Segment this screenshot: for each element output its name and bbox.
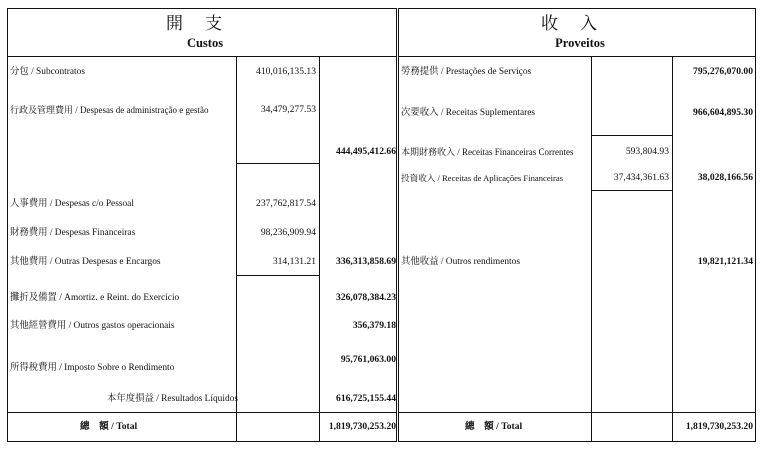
cost-label-personnel: 人事費用 / Despesas c/o Pessoal bbox=[10, 199, 134, 209]
cost-label-net-result: 本年度損益 / Resultados Líquidos bbox=[107, 394, 238, 404]
cost-label-subcontracts: 分包 / Subcontratos bbox=[10, 67, 85, 77]
cost-total-label: 總 額 / Total bbox=[80, 421, 138, 432]
proceed-subtotal-investments: 38,028,166.56 bbox=[697, 172, 753, 183]
costs-header-pt: Custos bbox=[186, 36, 224, 50]
cost-subtotal-amortization: 326,078,384.23 bbox=[336, 292, 396, 303]
costs-col-line-2 bbox=[319, 56, 320, 442]
costs-header-cn: 開支 bbox=[166, 14, 244, 33]
proceed-label-supplementary: 次要收入 / Receitas Suplementares bbox=[401, 108, 536, 118]
cost-total-value: 1,819,730,253.20 bbox=[328, 421, 396, 432]
cost-amount-financial: 98,236,909.94 bbox=[260, 227, 316, 238]
proceed-total-label: 總 額 / Total bbox=[465, 421, 523, 432]
cost-label-amortization: 攤折及備置 / Amortiz. e Reint. do Exercício bbox=[10, 293, 180, 303]
cost-subtotal-net-result: 616,725,155.44 bbox=[336, 393, 396, 404]
proceeds-header-divider bbox=[398, 56, 756, 57]
cost-subtotal-other-operating: 356,379.18 bbox=[352, 320, 396, 331]
cost-subtotal-2: 336,313,858.69 bbox=[336, 256, 396, 267]
proceed-label-investments: 投資收入 / Receitas de Aplicações Financeiras bbox=[401, 173, 564, 183]
proceed-subtotal-services: 795,276,070.00 bbox=[693, 66, 753, 77]
cost-label-other-expenses: 其他費用 / Outras Despesas e Encargos bbox=[10, 257, 161, 267]
costs-subtotal-line-1 bbox=[236, 163, 319, 164]
costs-subtotal-line-2 bbox=[236, 275, 319, 276]
costs-header-divider bbox=[7, 56, 397, 57]
proceeds-subtotal-line-2 bbox=[591, 190, 672, 191]
cost-label-financial: 財務費用 / Despesas Financeiras bbox=[10, 228, 136, 238]
costs-total-divider bbox=[7, 412, 397, 413]
cost-subtotal-1: 444,495,412.66 bbox=[336, 146, 396, 157]
cost-amount-subcontracts: 410,016,135.13 bbox=[256, 66, 316, 77]
proceeds-total-divider bbox=[398, 412, 756, 413]
cost-amount-admin: 34,479,277.53 bbox=[260, 104, 316, 115]
proceed-label-other-income: 其他收益 / Outros rendimentos bbox=[401, 257, 521, 267]
cost-label-admin: 行政及管理費用 / Despesas de administração e gestão bbox=[10, 105, 209, 115]
proceed-total-value: 1,819,730,253.20 bbox=[685, 421, 753, 432]
proceed-label-financial-current: 本期財務收入 / Receitas Financeiras Correntes bbox=[401, 147, 574, 157]
proceed-subtotal-supplementary: 966,604,895.30 bbox=[693, 107, 753, 118]
proceeds-header-pt: Proveitos bbox=[555, 36, 605, 50]
proceeds-header-cn: 收入 bbox=[541, 14, 619, 33]
cost-subtotal-income-tax: 95,761,063.00 bbox=[340, 354, 396, 365]
cost-label-income-tax: 所得稅費用 / Imposto Sobre o Rendimento bbox=[10, 363, 175, 373]
proceeds-subtotal-line-1 bbox=[591, 135, 672, 136]
proceed-subtotal-other-income: 19,821,121.34 bbox=[697, 256, 753, 267]
cost-amount-personnel: 237,762,817.54 bbox=[256, 198, 316, 209]
cost-label-other-operating: 其他經營費用 / Outros gastos operacionais bbox=[10, 321, 175, 331]
proceed-amount-investments: 37,434,361.63 bbox=[613, 172, 669, 183]
proceed-amount-financial-current: 593,804.93 bbox=[625, 146, 669, 157]
proceeds-col-line-1 bbox=[591, 56, 592, 442]
proceed-label-services: 勞務提供 / Prestações de Serviços bbox=[401, 67, 532, 77]
cost-amount-other-expenses: 314,131.21 bbox=[272, 256, 316, 267]
